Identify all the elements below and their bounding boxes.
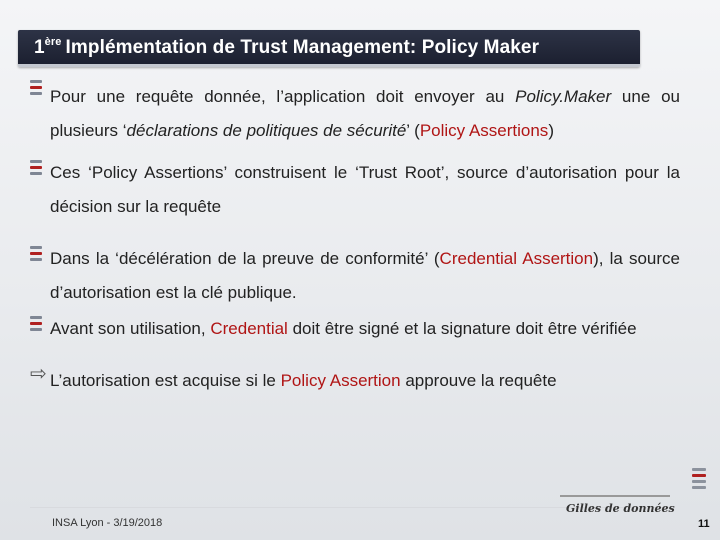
bullet-1-text: Pour une requête donnée, l’application doit envoyer au Policy.Maker une ou plusieurs ‘déclarations de politiques de sécurité’ (Policy Assertions) xyxy=(50,87,680,140)
bullet-2-text: Ces ‘Policy Assertions’ construisent le ‘Trust Root’, source d’autorisation pour la décision sur la requête xyxy=(50,163,680,216)
title-superscript: ère xyxy=(44,36,62,48)
bullet-3-text: Dans la ‘décélération de la preuve de conformité’ (Credential Assertion), la source d’autorisation est la clé publique. xyxy=(50,249,680,302)
title-number: 1 xyxy=(34,37,45,58)
bullet-4-text: Avant son utilisation, Credential doit être signé et la signature doit être vérifiée xyxy=(50,319,637,338)
bullet-3 xyxy=(30,242,680,310)
bars-bullet-icon xyxy=(30,80,42,98)
bars-bullet-icon xyxy=(30,160,42,178)
footer-date: INSA Lyon - 3/19/2018 xyxy=(52,517,163,529)
page-number: 11 xyxy=(698,518,710,530)
bullet-5-text: L’autorisation est acquise si le Policy Assertion approuve la requête xyxy=(50,371,557,390)
corner-bars-decoration xyxy=(692,468,706,492)
bars-bullet-icon xyxy=(30,246,42,264)
bars-bullet-icon xyxy=(30,316,42,334)
bullet-5 xyxy=(30,364,680,398)
bullet-2 xyxy=(30,156,680,224)
title-text: Implémentation de Trust Management: Policy Maker xyxy=(65,37,540,58)
slide-title xyxy=(34,36,539,59)
slide-title-bar xyxy=(18,30,640,67)
footer-logo: Gilles de données xyxy=(566,502,675,515)
logo-underline xyxy=(560,495,670,497)
bullet-4 xyxy=(30,312,680,346)
bullet-1 xyxy=(30,80,680,148)
outline-arrow-icon: ⇨ xyxy=(30,363,47,385)
slide-content xyxy=(30,86,680,398)
